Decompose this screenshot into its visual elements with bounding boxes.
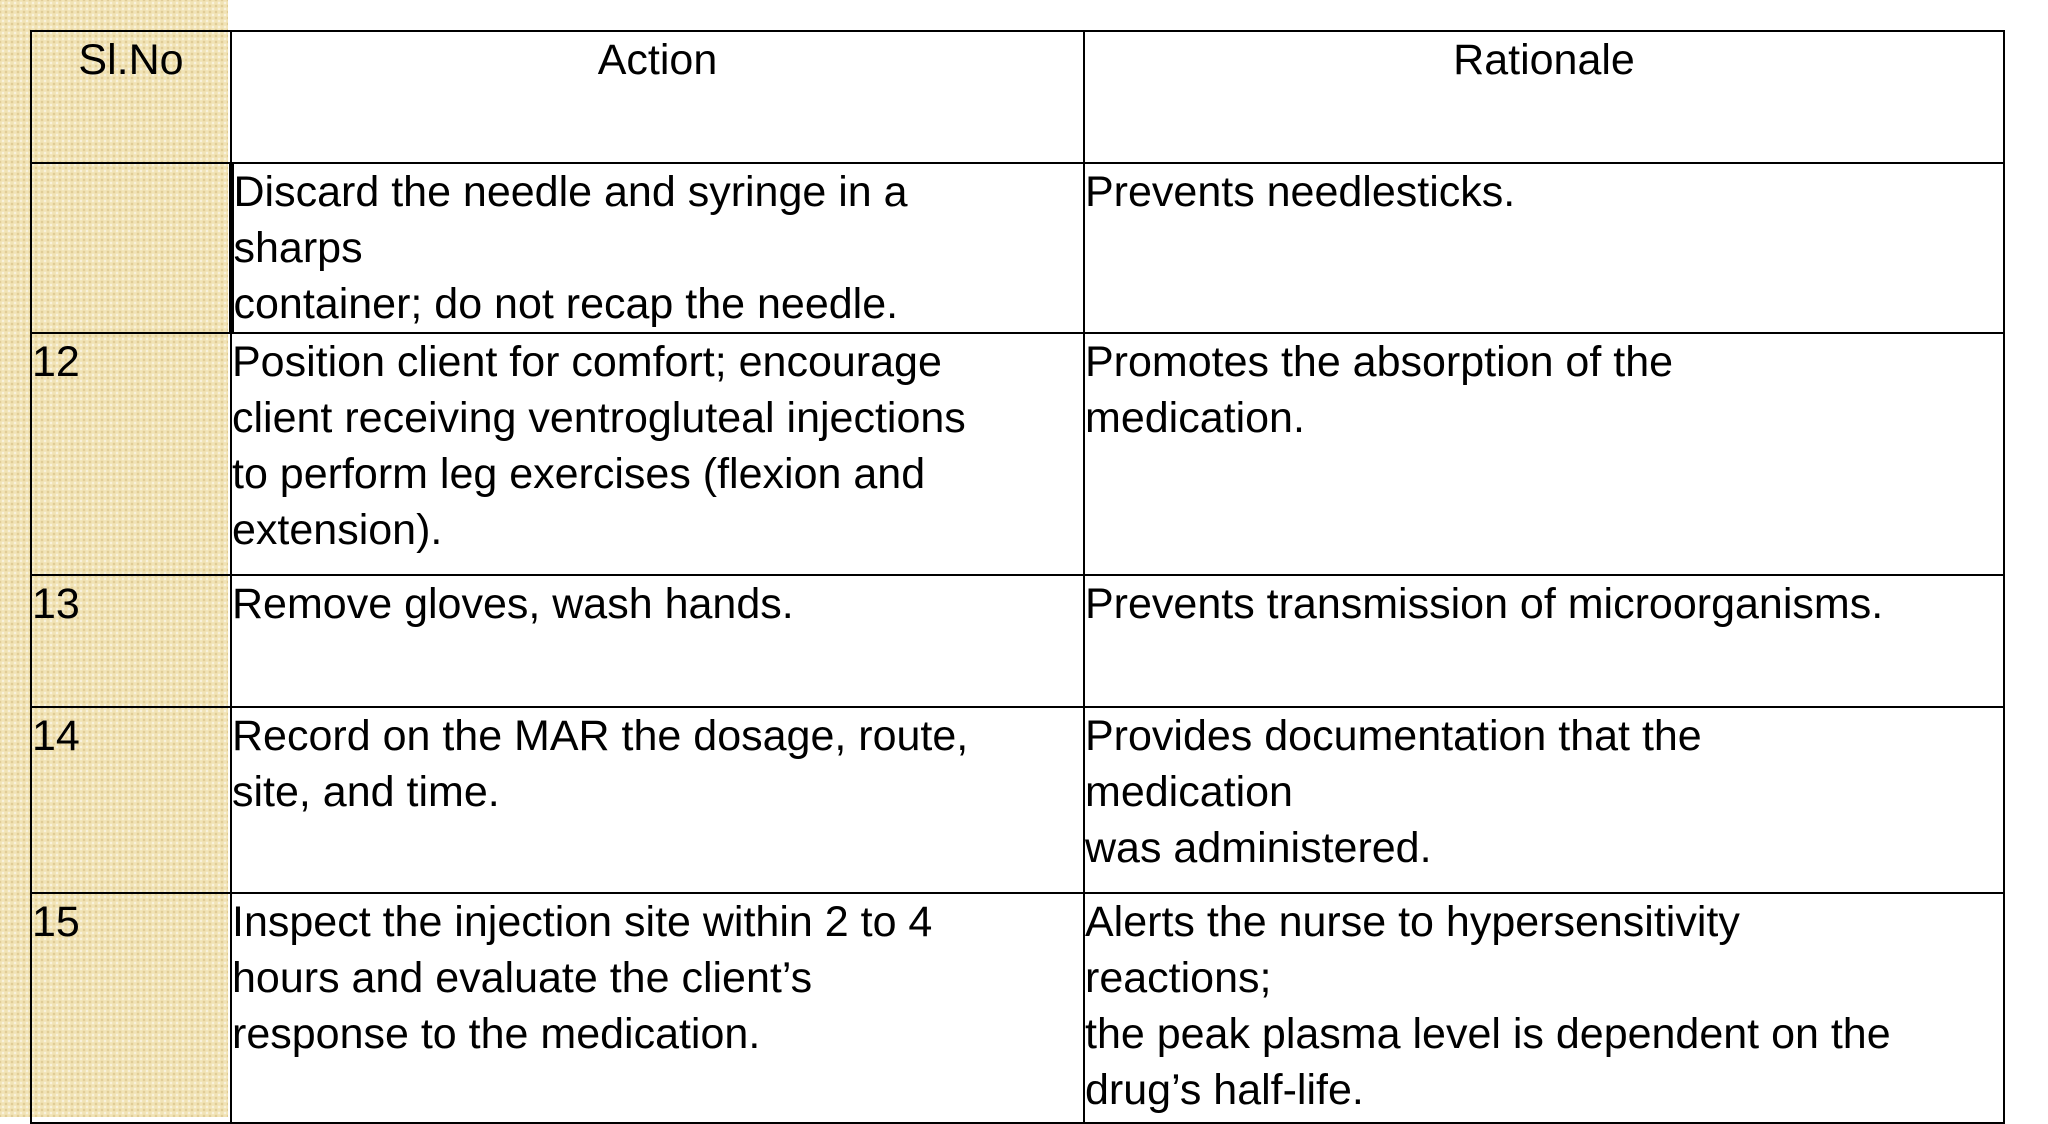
row-rationale	[1084, 893, 2004, 1123]
table-row	[31, 707, 2004, 893]
rationale-line: medication.	[1085, 394, 1305, 442]
procedure-table	[30, 30, 2005, 1124]
rationale-line: drug’s half-life.	[1085, 1066, 1364, 1114]
row-rationale	[1084, 707, 2004, 893]
rationale-line: Alerts the nurse to hypersensitivity	[1085, 898, 1740, 946]
rationale-line: Provides documentation that the	[1085, 712, 1702, 760]
table-header-row	[31, 31, 2004, 163]
action-line: to perform leg exercises (flexion and	[232, 450, 926, 498]
action-line: hours and evaluate the client’s	[232, 954, 813, 1002]
row-action	[231, 333, 1084, 575]
action-line: container; do not recap the needle.	[233, 280, 899, 328]
rationale-line: Prevents needlesticks.	[1085, 168, 1516, 216]
table-row	[31, 163, 2004, 333]
row-sl-number	[31, 163, 231, 333]
rationale-line: Prevents transmission of microorganisms.	[1085, 580, 1884, 628]
header-sl-no: Sl.No	[31, 31, 231, 163]
action-line: Discard the needle and syringe in a	[233, 168, 908, 216]
action-line: response to the medication.	[232, 1010, 761, 1058]
row-rationale	[1084, 575, 2004, 707]
action-line: extension).	[232, 506, 443, 554]
table-row	[31, 893, 2004, 1123]
action-line: client receiving ventrogluteal injections	[232, 394, 966, 442]
action-line: Inspect the injection site within 2 to 4	[232, 898, 933, 946]
action-line: site, and time.	[232, 768, 500, 816]
row-sl-number: 14	[31, 707, 231, 893]
row-sl-number: 15	[31, 893, 231, 1123]
action-line: Remove gloves, wash hands.	[232, 580, 794, 628]
rationale-line: Promotes the absorption of the	[1085, 338, 1674, 386]
action-line: Record on the MAR the dosage, route,	[232, 712, 969, 760]
row-sl-number: 12	[31, 333, 231, 575]
action-line: Position client for comfort; encourage	[232, 338, 942, 386]
table-row	[31, 333, 2004, 575]
row-rationale	[1084, 333, 2004, 575]
action-line: sharps	[233, 224, 363, 272]
row-action	[231, 575, 1084, 707]
rationale-line: the peak plasma level is dependent on the	[1085, 1010, 1891, 1058]
header-rationale: Rationale	[1084, 31, 2004, 163]
row-rationale	[1084, 163, 2004, 333]
rationale-line: medication	[1085, 768, 1293, 816]
rationale-line: reactions;	[1085, 954, 1272, 1002]
header-action: Action	[231, 31, 1084, 163]
row-sl-number: 13	[31, 575, 231, 707]
row-action	[231, 163, 1084, 333]
table-row	[31, 575, 2004, 707]
row-action	[231, 707, 1084, 893]
row-action	[231, 893, 1084, 1123]
rationale-line: was administered.	[1085, 824, 1432, 872]
